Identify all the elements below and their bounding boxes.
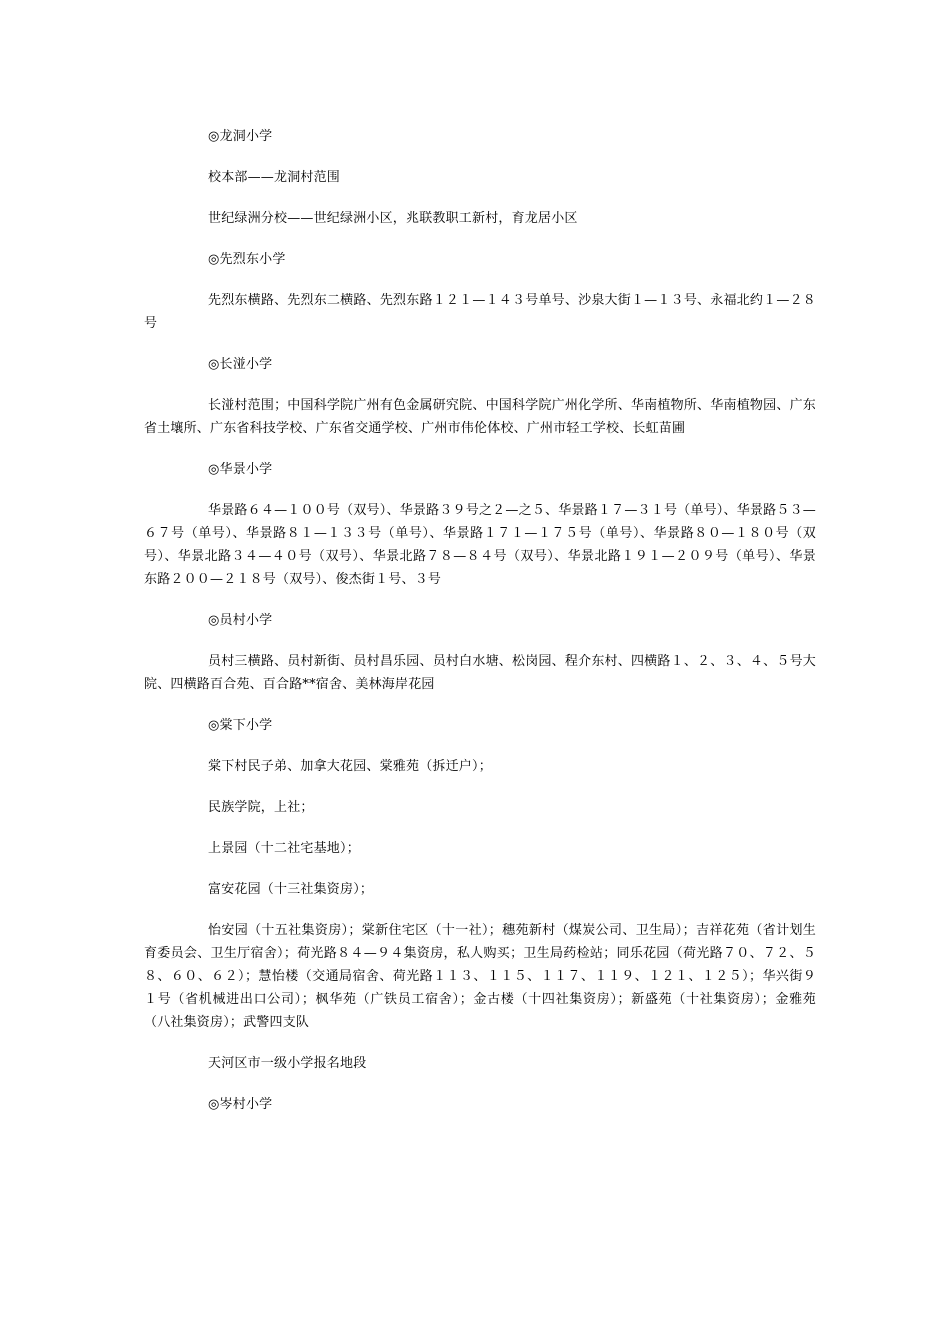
- school-heading-longdong: ◎龙洞小学: [208, 129, 273, 144]
- school-heading-yuancun: ◎员村小学: [208, 613, 273, 628]
- paragraph-branch-campus: 世纪绿洲分校——世纪绿洲小区，兆联教职工新村，育龙居小区: [208, 211, 578, 226]
- school-heading-cencun: ◎岑村小学: [208, 1097, 273, 1112]
- paragraph-tangxia-5: 怡安园（十五社集资房）；棠新住宅区（十一社）；穗苑新村（煤炭公司、卫生局）；吉祥花苑（省计划生育委员会、卫生厅宿舍）；荷光路８４—９４集资房，私人购买；卫生局药检站；同乐花园（荷光路７０、７２、５８、６０、６２）；慧怡楼（交通局宿舍、荷光路１１３、１１５、１１７、１１９、１２１、１２５）；华兴街９１号（省机械进出口公司）；枫华苑（广铁员工宿舍）；金古楼（十四社集资房）；新盛苑（十社集资房）；金雅苑（八社集资房）；武警四支队: [144, 923, 816, 1030]
- section-title-district-registration: 天河区市一级小学报名地段: [208, 1056, 367, 1071]
- paragraph-xianliedong-area: 先烈东横路、先烈东二横路、先烈东路１２１—１４３号单号、沙泉大街１—１３号、永福北约１—２８号: [144, 293, 816, 331]
- document-body: [144, 125, 816, 1134]
- paragraph-main-campus: 校本部——龙洞村范围: [208, 170, 341, 185]
- paragraph-tangxia-1: 棠下村民子弟、加拿大花园、棠雅苑（拆迁户）；: [208, 759, 492, 774]
- paragraph-tangxia-4: 富安花园（十三社集资房）；: [208, 882, 374, 897]
- paragraph-huajing-area: 华景路６４—１００号（双号）、华景路３９号之２—之５、华景路１７—３１号（单号）、华景路５３—６７号（单号）、华景路８１—１３３号（单号）、华景路１７１—１７５号（单号）、华景路８０—１８０号（双号）、华景北路３４—４０号（双号）、华景北路７８—８４号（双号）、华景北路１９１—２０９号（单号）、华景东路２００—２１８号（双号）、俊杰街１号、３号: [144, 503, 816, 587]
- school-heading-changban: ◎长湴小学: [208, 357, 273, 372]
- paragraph-changban-area: 长湴村范围；中国科学院广州有色金属研究院、中国科学院广州化学所、华南植物所、华南植物园、广东省土壤所、广东省科技学校、广东省交通学校、广州市伟伦体校、广州市轻工学校、长虹苗圃: [144, 398, 816, 436]
- paragraph-yuancun-area: 员村三横路、员村新街、员村昌乐园、员村白水塘、松岗园、程介东村、四横路１、２、３、４、５号大院、四横路百合苑、百合路**宿舍、美林海岸花园: [144, 654, 816, 692]
- paragraph-tangxia-3: 上景园（十二社宅基地）；: [208, 841, 360, 856]
- paragraph-tangxia-2: 民族学院，上社；: [208, 800, 314, 815]
- school-heading-tangxia: ◎棠下小学: [208, 718, 273, 733]
- school-heading-xianliedong: ◎先烈东小学: [208, 252, 286, 267]
- school-heading-huajing: ◎华景小学: [208, 462, 273, 477]
